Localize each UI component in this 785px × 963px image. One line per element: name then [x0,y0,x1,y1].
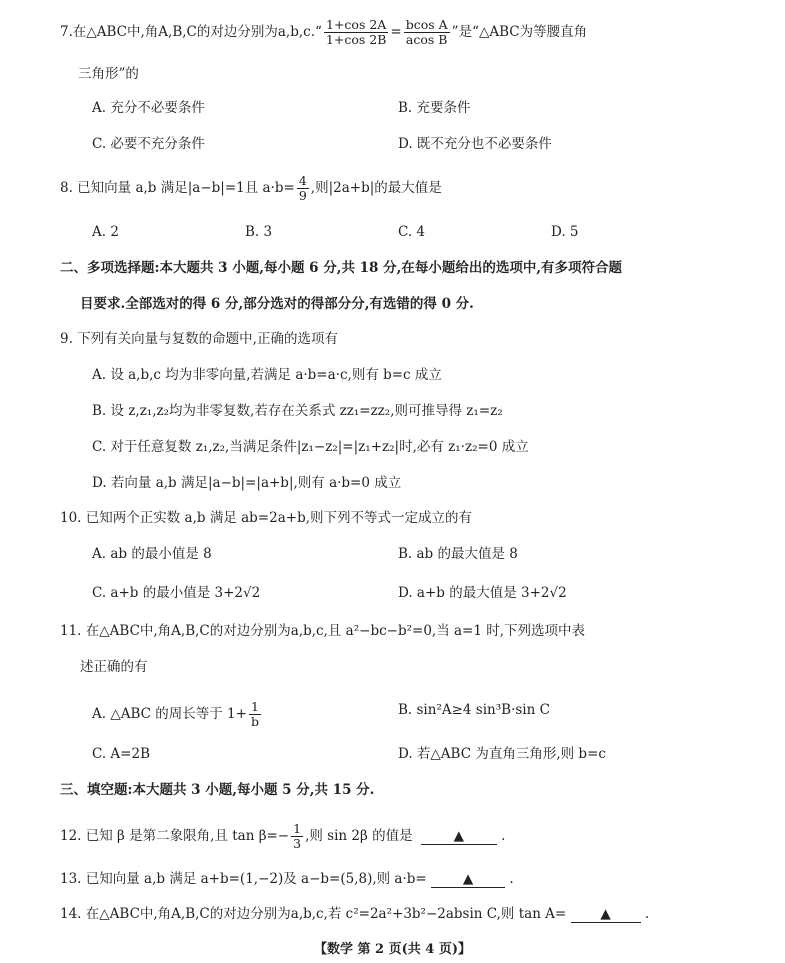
q11-option-a-fraction [249,700,261,729]
q8-fraction [297,174,309,203]
q9-stem: 9. 下列有关向量与复数的命题中,正确的选项有 [60,331,338,347]
q12-frac-denominator: 3 [293,836,302,851]
section2-heading: 二、多项选择题:本大题共 3 小题,每小题 6 分,共 18 分,在每小题给出的选项中,有多项符合题 [60,260,623,276]
q13-stem [60,870,514,888]
q11-option-a-text: A. △ABC 的周长等于 1+ [92,706,247,722]
q14-end-period: . [644,906,650,922]
q9-option-d: D. 若向量 a,b 满足|a−b|=|a+b|,则有 a·b=0 成立 [92,475,402,491]
q7-frac2-numerator: bcos A [405,17,448,32]
q10-option-d: D. a+b 的最大值是 3+2√2 [398,585,567,601]
q7-fraction-1 [324,18,388,47]
q11-stem: 11. 在△ABC中,角A,B,C的对边分别为a,b,c,且 a²−bc−b²=0,当 a=1 时,下列选项中表 [60,623,586,639]
q8-frac-denominator: 9 [298,188,307,203]
q13-stem-text: 13. 已知向量 a,b 满足 a+b=(1,−2)及 a−b=(5,8),则 a·b= [60,871,427,887]
q7-frac2-denominator: acos B [405,32,448,47]
q7-equals: = [390,24,402,40]
q14-stem [60,905,649,923]
q8-option-d: D. 5 [551,224,579,240]
q8-option-b: B. 3 [245,224,273,240]
q8-stem-text: 8. 已知向量 a,b 满足|a−b|=1且 a·b= [60,180,295,196]
q12-answer-blank[interactable]: ▲ [421,828,497,845]
q10-option-a: A. ab 的最小值是 8 [92,546,212,562]
page-footer: 【数学 第 2 页(共 4 页)】 [313,942,472,957]
q14-stem-text: 14. 在△ABC中,角A,B,C的对边分别为a,b,c,若 c²=2a²+3b²−2absin C,则 tan A= [60,906,567,922]
q13-end-period: . [509,871,514,887]
q7-option-c: C. 必要不充分条件 [92,136,205,152]
q8-stem-text-2: ,则|2a+b|的最大值是 [310,180,442,196]
q9-option-a: A. 设 a,b,c 均为非零向量,若满足 a·b=a·c,则有 b=c 成立 [92,367,442,383]
q14-answer-blank[interactable]: ▲ [571,906,641,923]
q9-option-b: B. 设 z,z₁,z₂均为非零复数,若存在关系式 zz₁=zz₂,则可推导得 z₁=z₂ [92,403,503,419]
q7-frac1-numerator: 1+cos 2A [324,18,388,33]
q8-option-c: C. 4 [398,224,426,240]
q11-option-a [92,700,263,729]
q10-stem: 10. 已知两个正实数 a,b 满足 ab=2a+b,则下列不等式一定成立的有 [60,510,472,526]
section3-heading: 三、填空题:本大题共 3 小题,每小题 5 分,共 15 分. [60,782,375,798]
q12-fraction [291,822,303,851]
q10-option-c: C. a+b 的最小值是 3+2√2 [92,585,261,601]
q12-frac-numerator: 1 [293,821,302,836]
q11-frac-denominator: b [250,714,259,729]
q7-option-b: B. 充要条件 [398,100,471,116]
q12-stem-text-2: ,则 sin 2β 的值是 [305,828,413,844]
section2-heading-continuation: 目要求.全部选对的得 6 分,部分选对的得部分分,有选错的得 0 分. [80,296,474,312]
q9-option-c: C. 对于任意复数 z₁,z₂,当满足条件|z₁−z₂|=|z₁+z₂|时,必有 z₁·z₂=0 成立 [92,439,529,455]
q7-stem-text: 7.在△ABC中,角A,B,C的对边分别为a,b,c.“ [60,24,322,40]
q7-option-d: D. 既不充分也不必要条件 [398,136,552,152]
q8-option-a: A. 2 [92,224,119,240]
q11-option-b: B. sin²A≥4 sin³B·sin C [398,702,550,718]
q7-option-a: A. 充分不必要条件 [92,100,205,116]
q7-frac1-denominator: 1+cos 2B [325,32,387,47]
q7-fraction-2 [404,18,450,47]
q12-end-period: . [501,828,506,844]
q11-stem-continuation: 述正确的有 [80,659,148,675]
q11-frac-numerator: 1 [249,700,261,715]
q7-stem-text-2: ”是“△ABC为等腰直角 [451,24,588,40]
q10-option-b: B. ab 的最大值是 8 [398,546,518,562]
q12-stem [60,822,505,851]
q8-stem [60,174,442,203]
q13-answer-blank[interactable]: ▲ [431,871,505,888]
q11-option-c: C. A=2B [92,746,151,762]
q8-frac-numerator: 4 [298,173,307,188]
q7-stem-continuation: 三角形”的 [78,66,139,82]
q12-stem-text: 12. 已知 β 是第二象限角,且 tan β=− [60,828,290,844]
q7-stem [60,18,587,47]
q11-option-d: D. 若△ABC 为直角三角形,则 b=c [398,746,606,762]
